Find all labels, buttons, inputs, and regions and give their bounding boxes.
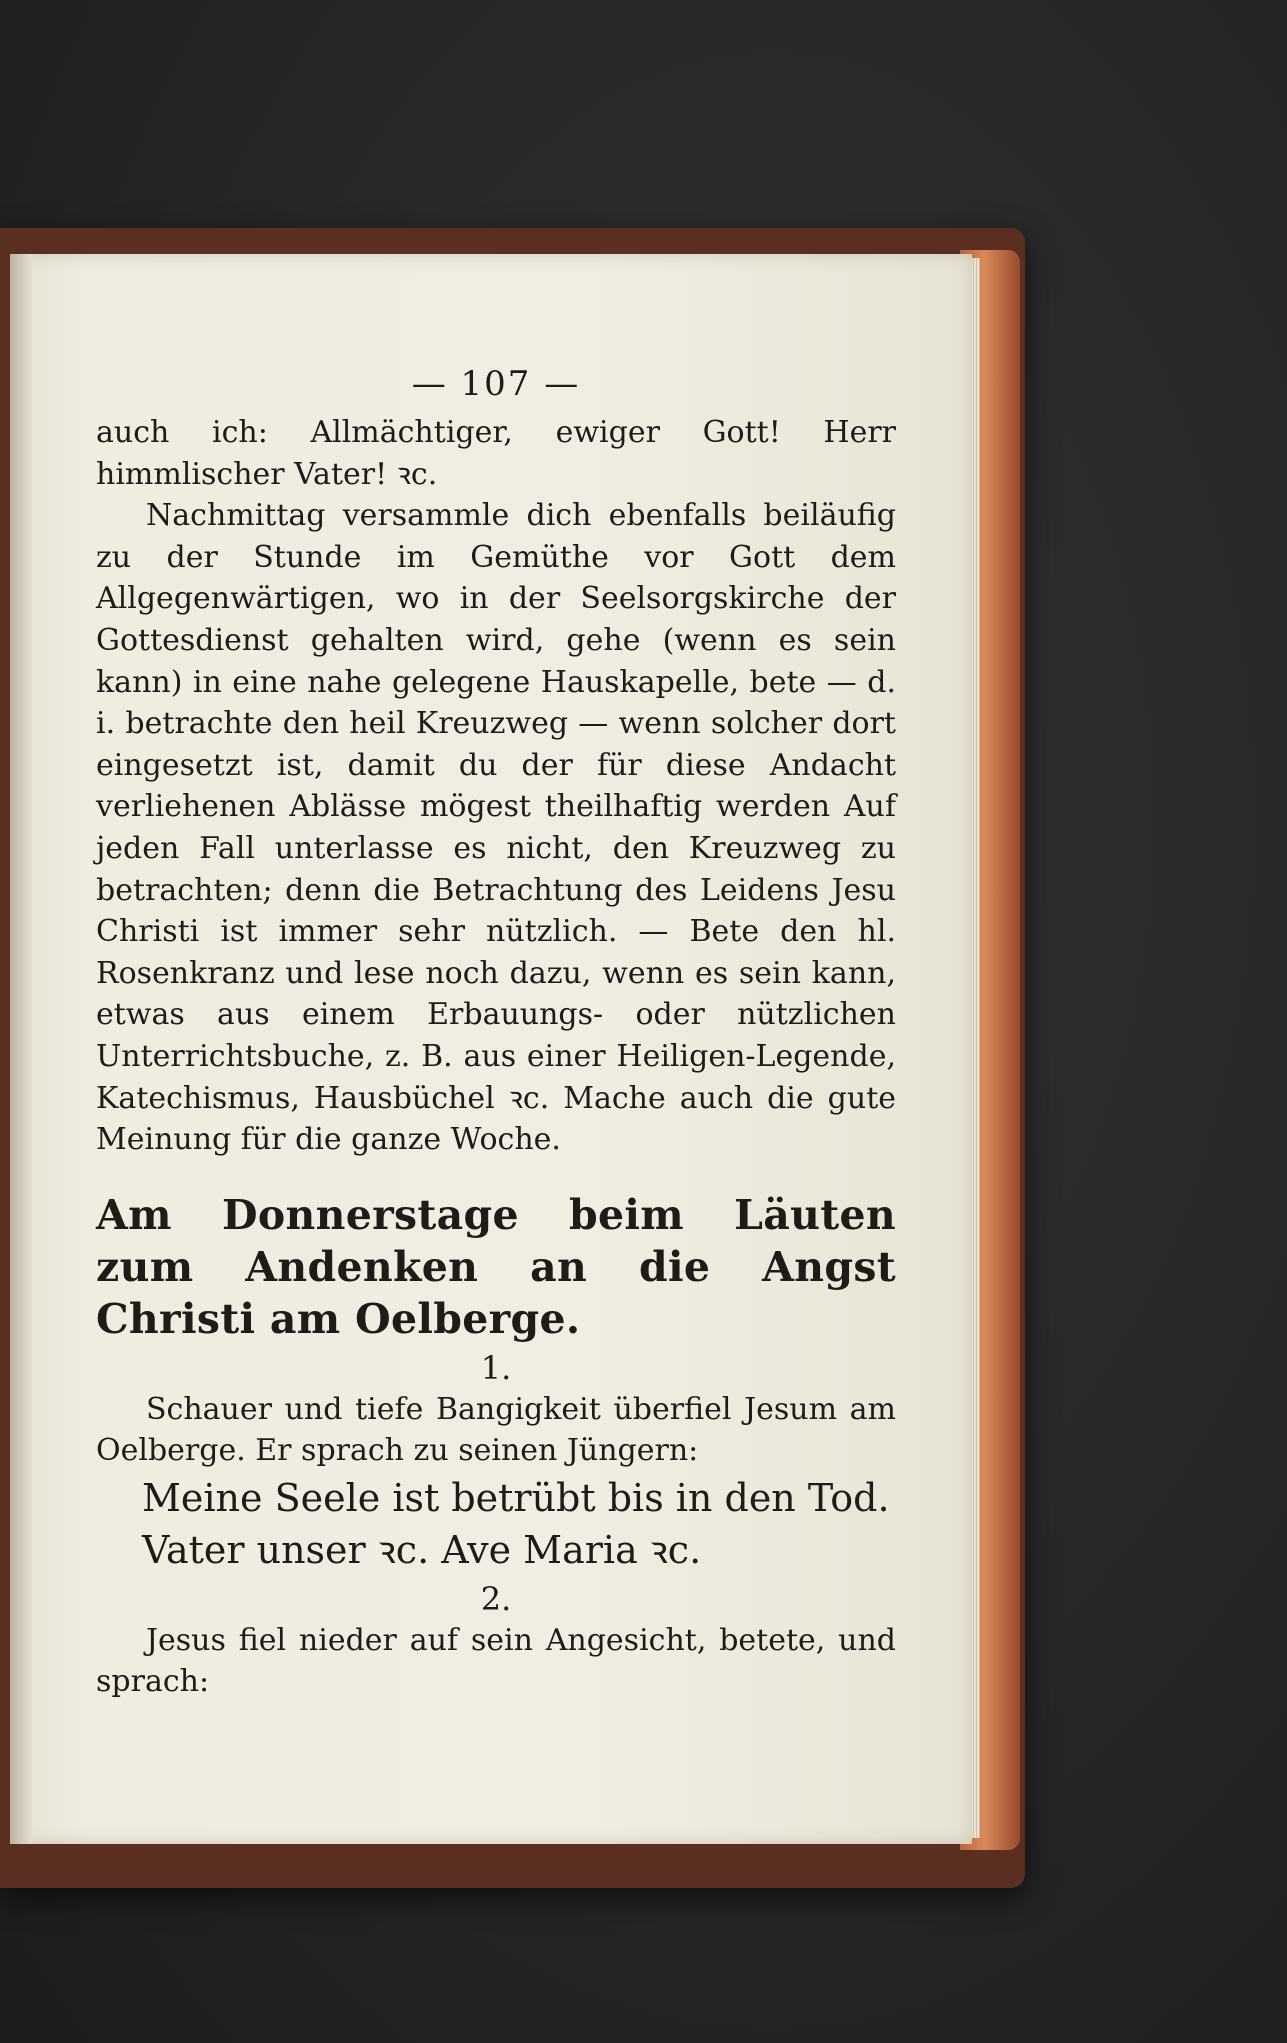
paragraph-afternoon: Nachmittag versammle dich ebenfalls beiläufig zu der Stunde im Gemüthe vor Gott dem Allgegenwärtigen, wo in der Seelsorgskirche der Gottesdienst gehalten wird, gehe (wenn es sein kann) in eine nahe gelegene Hauskapelle, bete — d. i. betrachte den heil Kreuzweg — wenn solcher dort eingesetzt ist, damit du der für diese Andacht verliehenen Ablässe mögest theilhaftig werden Auf jeden Fall unterlasse es nicht, den Kreuzweg zu betrachten; denn die Betrachtung des Leidens Jesu Christi ist immer sehr nützlich. — Bete den hl. Rosenkranz und lese noch dazu, wenn es sein kann, etwas aus einem Erbauungs- oder nützlichen Unterrichtsbuche, z. B. aus einer Heiligen-Legende, Katechismus, Hausbüchel ꝛc. Mache auch die gute Meinung für die ganze Woche. — [96, 498, 896, 1158]
section-text-2: Jesus fiel nieder auf sein Angesicht, betete, und sprach: — [96, 1622, 896, 1700]
section-heading: Am Donnerstage beim Läuten zum Andenken an die Angst Christi am Oelberge. — [96, 1190, 896, 1343]
page-content — [96, 364, 896, 1703]
prayer-line-1: Meine Seele ist betrübt bis in den Tod. — [142, 1475, 890, 1520]
section-number-2: 2. — [480, 1579, 512, 1618]
paragraph-continuation: auch ich: Allmächtiger, ewiger Gott! Herr himmlischer Vater! ꝛc. — [96, 415, 896, 492]
page-gutter — [10, 254, 32, 1844]
section-text-1: Schauer und tiefe Bangigkeit überfiel Jesum am Oelberge. Er sprach zu seinen Jüngern: — [96, 1391, 896, 1469]
prayer-line-2: Vater unser ꝛc. Ave Maria ꝛc. — [142, 1527, 702, 1572]
section-number-1: 1. — [480, 1348, 512, 1387]
book-page — [10, 254, 972, 1844]
prayer-block — [142, 1472, 896, 1576]
page-number: — 107 — — [411, 364, 581, 404]
